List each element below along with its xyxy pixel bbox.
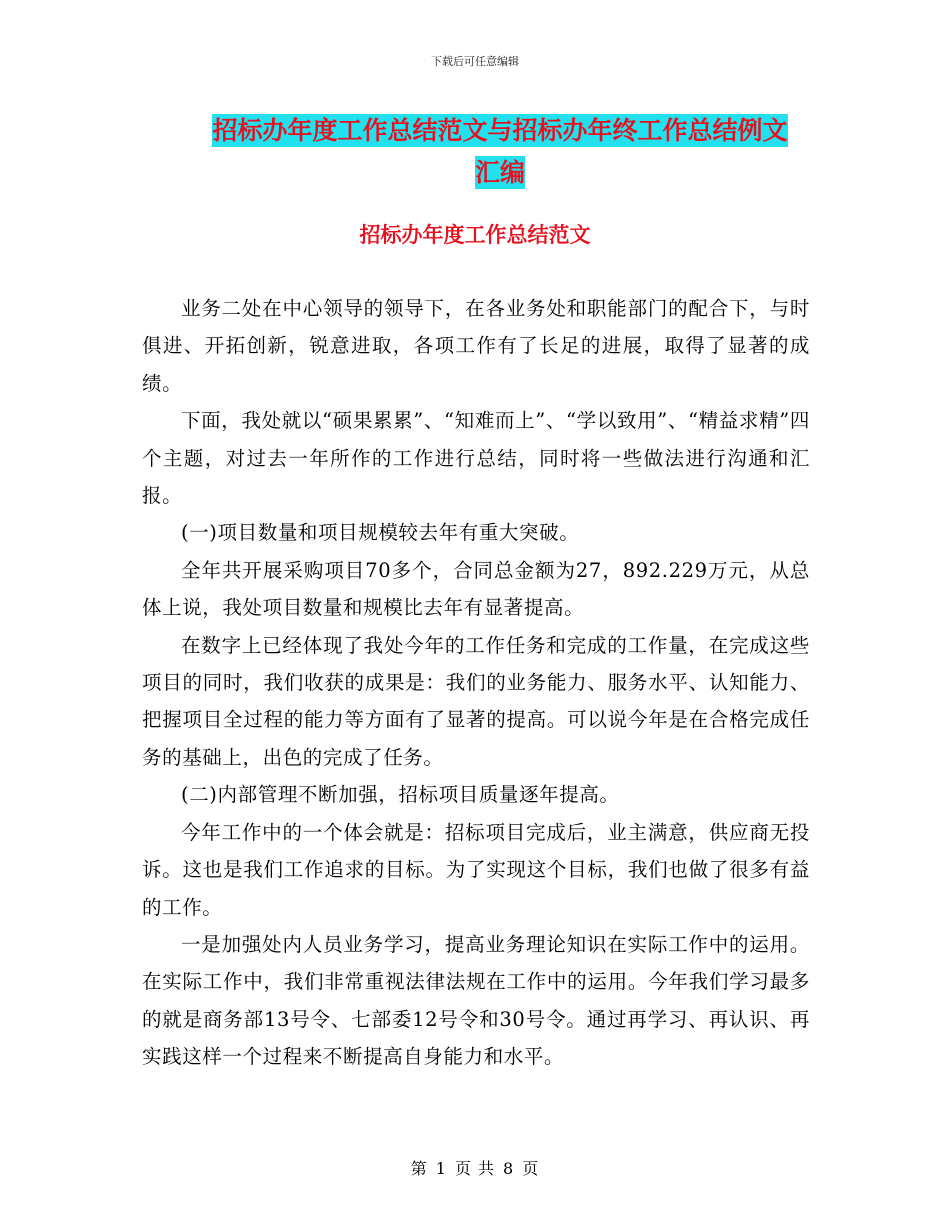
paragraph-heading: (二)内部管理不断加强，招标项目质量逐年提高。 [181,783,620,807]
page-label-mid: 页 共 [454,1159,496,1178]
paragraph-heading: (一)项目数量和项目规模较去年有重大突破。 [181,521,580,545]
paragraph: 业务二处在中心领导的领导下，在各业务处和职能部门的配合下，与时俱进、开拓创新，锐意进取，各项工作有了长足的进展，取得了显著的成绩。 [142,297,810,395]
paragraph: 在数字上已经体现了我处今年的工作任务和完成的工作量，在完成这些项目的同时，我们收获的成果是：我们的业务能力、服务水平、认知能力、把握项目全过程的能力等方面有了显著的提高。可以说今年是在合格完成任务的基础上，出色的完成了任务。 [142,633,810,769]
page-label-suffix: 页 [522,1159,540,1178]
paragraph: 一是加强处内人员业务学习，提高业务理论知识在实际工作中的运用。在实际工作中，我们非常重视法律法规在工作中的运用。今年我们学习最多的就是商务部13号令、七部委12号令和30号令。通过再学习、再认识、再实践这样一个过程来不断提高自身能力和水平。 [142,932,810,1069]
page-total: 8 [503,1159,515,1178]
document-title-line2: 汇编 [474,158,525,187]
document-title-line1: 招标办年度工作总结范文与招标办年终工作总结例文 [212,116,788,145]
document-body [142,290,810,1076]
page-current: 1 [435,1159,447,1178]
paragraph: 下面，我处就以“硕果累累”、“知难而上”、“学以致用”、“精益求精”四个主题，对过去一年所作的工作进行总结，同时将一些做法进行沟通和汇报。 [142,409,810,508]
paragraph: 今年工作中的一个体会就是：招标项目完成后，业主满意，供应商无投诉。这也是我们工作追求的目标。为了实现这个目标，我们也做了很多有益的工作。 [142,820,810,919]
header-note: 下载后可任意编辑 [431,55,519,68]
paragraph: 全年共开展采购项目70多个，合同总金额为27，892.229万元，从总体上说，我处项目数量和规模比去年有显著提高。 [142,558,810,620]
document-title [160,110,840,194]
section-title: 招标办年度工作总结范文 [359,223,591,247]
page-label-prefix: 第 [410,1159,428,1178]
page-footer [0,1156,950,1179]
